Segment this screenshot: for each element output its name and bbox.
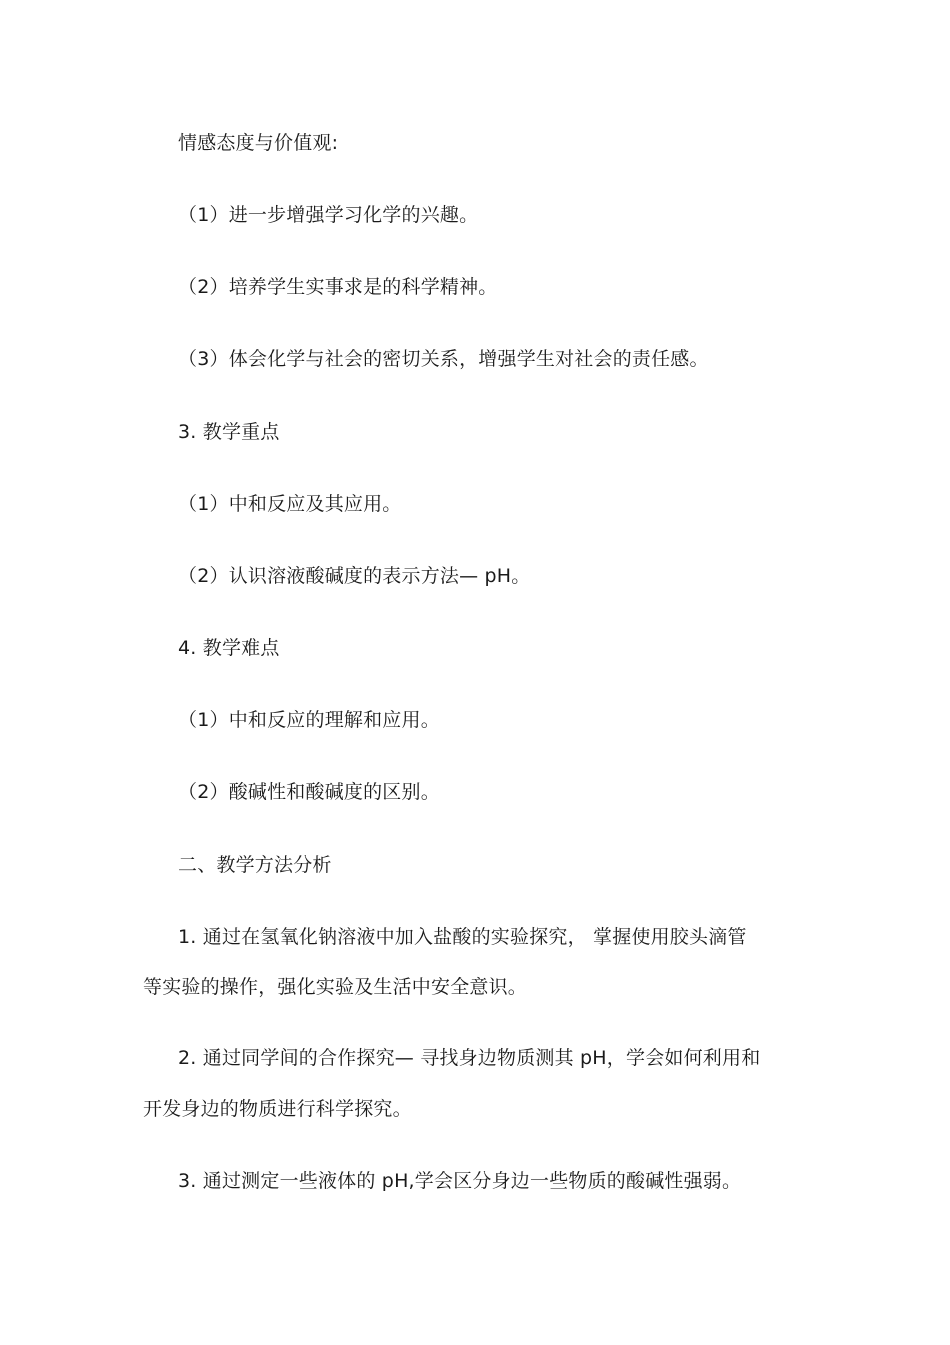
heading-affective-goals: 情感态度与价值观: [178,132,339,154]
difficulty-2: （2）酸碱性和酸碱度的区别。 [178,781,440,803]
method-1-line-1: 1. 通过在氢氧化钠溶液中加入盐酸的实验探究， 掌握使用胶头滴管 [178,926,747,948]
method-2-line-2: 开发身边的物质进行科学探究。 [143,1098,412,1120]
heading-method-analysis: 二、教学方法分析 [178,854,332,876]
affective-item-3: （3）体会化学与社会的密切关系，增强学生对社会的责任感。 [178,348,709,370]
key-point-1: （1）中和反应及其应用。 [178,493,402,515]
affective-item-1: （1）进一步增强学习化学的兴趣。 [178,204,479,226]
method-2-line-1: 2. 通过同学间的合作探究— 寻找身边物质测其 pH，学会如何利用和 [178,1047,761,1069]
affective-item-2: （2）培养学生实事求是的科学精神。 [178,276,498,298]
method-1-line-2: 等实验的操作，强化实验及生活中安全意识。 [143,976,528,998]
method-3-line-1: 3. 通过测定一些液体的 pH,学会区分身边一些物质的酸碱性强弱。 [178,1170,742,1192]
heading-difficulties: 4. 教学难点 [178,637,280,659]
key-point-2: （2）认识溶液酸碱度的表示方法— pH。 [178,565,531,587]
difficulty-1: （1）中和反应的理解和应用。 [178,709,440,731]
heading-key-points: 3. 教学重点 [178,421,280,443]
